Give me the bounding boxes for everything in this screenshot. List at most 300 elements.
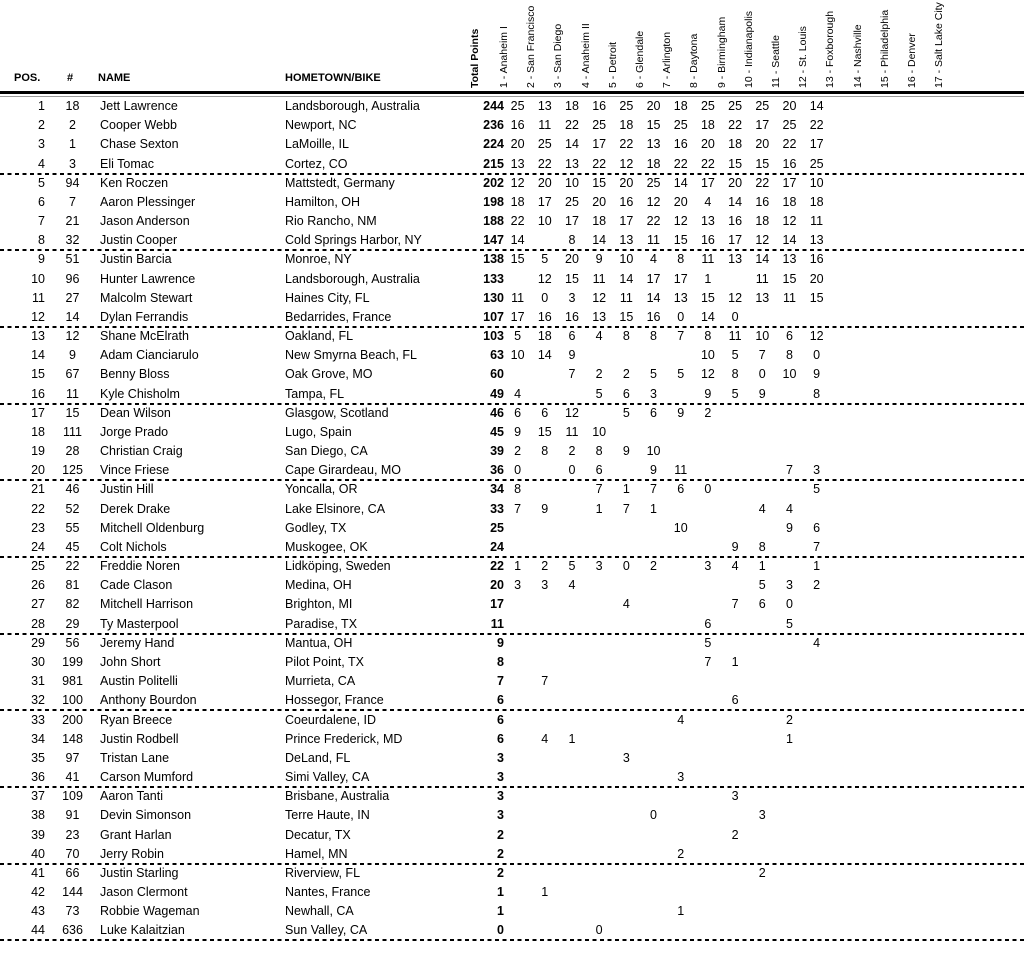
round-points-cell: 2 [650,559,657,574]
round-points-cell: 13 [673,290,688,305]
round-points-cell [749,902,776,921]
pos-cell: 41 [31,865,45,880]
round-points-cell [885,193,912,212]
round-points-cell [667,538,694,557]
filler-cell [966,519,1024,538]
round-points-cell: 14 [537,348,552,363]
round-points-cell [939,672,966,691]
filler-cell [966,921,1024,940]
round-points-cell: 9 [785,520,793,535]
round-points-cell [885,212,912,231]
round-points-cell: 9 [731,539,739,554]
hometown-cell: Monroe, NY [285,252,352,267]
number-cell: 23 [65,827,80,842]
number-cell: 81 [65,578,80,593]
total-points-cell: 3 [497,789,504,804]
round-points-cell [640,921,667,940]
table-row [0,864,1024,883]
name-cell: Aaron Tanti [100,789,164,804]
round-points-cell [912,327,939,346]
round-points-cell [830,921,857,940]
pos-cell: 4 [38,156,45,171]
table-row [0,787,1024,806]
name-cell: Justin Cooper [100,233,178,248]
round-points-cell: 20 [728,175,743,190]
round-points-cell [857,423,884,442]
total-points-cell: 103 [483,329,504,344]
round-points-cell [640,538,667,557]
round-points-cell [613,634,640,653]
round-points-cell [939,346,966,365]
round-points-cell: 0 [731,309,739,324]
round-points-cell [776,634,803,653]
total-points-cell: 188 [483,214,504,229]
total-points-cell: 20 [490,578,504,593]
total-points-cell: 49 [490,386,504,401]
round-points-cell: 3 [514,578,522,593]
round-column-header: 17 - Salt Lake City [933,2,946,88]
round-points-cell: 10 [619,252,634,267]
round-points-cell [885,461,912,480]
table-row [0,711,1024,730]
round-points-cell: 0 [677,309,685,324]
hometown-cell: Newhall, CA [285,904,354,919]
round-points-cell [885,404,912,423]
total-points-cell: 244 [483,99,504,113]
round-points-cell [830,116,857,135]
round-points-cell: 1 [595,501,603,516]
round-points-cell [803,864,830,883]
round-points-cell: 6 [731,693,739,708]
round-points-cell [857,174,884,193]
total-points-cell: 33 [490,501,504,516]
round-points-cell: 0 [758,367,766,382]
name-cell: Chase Sexton [100,137,179,152]
round-points-cell [776,385,803,404]
round-points-cell [694,442,721,461]
pos-cell: 5 [38,175,45,190]
round-points-cell [885,480,912,499]
round-points-cell: 11 [755,271,769,286]
round-points-cell: 3 [650,386,657,401]
round-points-cell [857,845,884,864]
round-points-cell [776,480,803,499]
round-points-cell: 13 [565,156,579,171]
round-column-header: 8 - Daytona [688,33,701,88]
round-points-cell [939,921,966,940]
round-points-cell [749,883,776,902]
round-points-cell [885,749,912,768]
round-points-cell [749,480,776,499]
round-points-cell: 22 [646,214,661,229]
total-points-cell: 6 [497,693,504,708]
round-points-cell: 2 [813,578,821,593]
round-points-cell [694,864,721,883]
table-row [0,595,1024,614]
round-points-cell [558,711,585,730]
round-points-cell: 16 [510,118,525,133]
table-row [0,193,1024,212]
round-points-cell [694,595,721,614]
pos-cell: 11 [32,290,45,305]
round-points-cell [857,97,884,116]
number-column-header: # [67,72,74,84]
table-row [0,672,1024,691]
round-points-cell [504,845,531,864]
round-points-cell: 14 [646,290,661,305]
table-row [0,845,1024,864]
round-points-cell: 22 [537,156,552,171]
total-points-cell: 215 [483,156,504,171]
pos-cell: 1 [38,99,45,113]
total-points-cell: 224 [483,137,504,152]
round-points-cell [857,327,884,346]
pos-cell: 20 [31,463,45,478]
round-points-cell: 14 [700,309,715,324]
filler-cell [966,538,1024,557]
round-points-cell [749,615,776,634]
filler-cell [966,902,1024,921]
round-points-cell [722,864,749,883]
round-points-cell: 11 [592,271,606,286]
round-points-cell [939,116,966,135]
round-points-cell [803,404,830,423]
hometown-cell: DeLand, FL [285,750,351,765]
round-points-cell [857,346,884,365]
round-points-cell: 13 [510,156,525,171]
round-points-cell: 18 [537,329,552,344]
number-cell: 22 [65,559,80,574]
round-points-cell: 3 [568,290,576,305]
round-points-cell [885,500,912,519]
round-points-cell [504,768,531,787]
round-points-cell [694,749,721,768]
round-points-cell: 4 [704,194,712,209]
round-points-cell [504,921,531,940]
round-points-cell [912,749,939,768]
round-points-cell [776,864,803,883]
hometown-cell: Lake Elsinore, CA [285,501,386,516]
round-points-cell: 1 [622,482,630,497]
round-points-cell [912,193,939,212]
round-points-cell: 15 [619,309,634,324]
name-cell: Cade Clason [100,578,173,593]
table-row [0,442,1024,461]
number-cell: 981 [62,674,83,689]
round-points-cell [749,404,776,423]
round-points-cell [830,155,857,174]
round-points-cell: 11 [701,252,715,267]
round-points-cell [885,346,912,365]
standings-body [0,97,1024,941]
round-column-header: 12 - St. Louis [797,26,810,88]
table-row [0,480,1024,499]
round-points-cell: 5 [650,367,657,382]
round-points-cell: 4 [731,559,739,574]
round-points-cell [640,595,667,614]
round-points-cell [857,250,884,269]
round-points-cell [531,787,558,806]
round-points-cell [939,231,966,250]
round-points-cell: 6 [677,482,685,497]
table-row [0,346,1024,365]
table-row [0,250,1024,269]
table-row [0,730,1024,749]
round-points-cell [694,883,721,902]
round-points-cell [857,116,884,135]
round-points-cell [912,557,939,576]
round-points-cell: 8 [595,444,603,459]
round-points-cell: 20 [537,175,552,190]
round-points-cell [939,864,966,883]
number-cell: 148 [62,731,83,746]
round-points-cell [749,787,776,806]
round-points-cell: 6 [514,405,522,420]
round-points-cell [885,711,912,730]
round-points-cell [531,615,558,634]
hometown-cell: Tampa, FL [285,386,345,401]
round-points-cell [830,135,857,154]
round-points-cell: 7 [541,674,549,689]
round-points-cell: 2 [622,367,630,382]
filler-cell [966,116,1024,135]
round-points-cell: 7 [677,329,685,344]
round-points-cell [749,768,776,787]
round-points-cell [586,864,613,883]
round-points-cell: 10 [646,444,661,459]
round-points-cell [694,711,721,730]
round-points-cell: 9 [650,463,657,478]
round-points-cell [667,653,694,672]
round-points-cell [667,557,694,576]
hometown-cell: Glasgow, Scotland [285,405,389,420]
round-points-cell [749,921,776,940]
name-cell: Derek Drake [100,501,171,516]
round-points-cell: 3 [731,789,739,804]
round-points-cell: 7 [650,482,657,497]
round-points-cell [586,826,613,845]
round-points-cell: 15 [728,156,743,171]
hometown-cell: Prince Frederick, MD [285,731,403,746]
name-cell: Dylan Ferrandis [100,309,189,324]
round-points-cell: 14 [592,233,607,248]
round-points-cell: 14 [565,137,579,152]
round-points-cell [939,250,966,269]
round-points-cell [885,634,912,653]
table-row [0,135,1024,154]
round-points-cell [857,864,884,883]
round-points-cell [939,500,966,519]
round-points-cell: 0 [514,463,522,478]
round-points-cell [558,826,585,845]
round-points-cell: 20 [782,99,797,113]
hometown-cell: Hamel, MN [285,846,348,861]
round-points-cell [640,711,667,730]
number-cell: 29 [65,616,80,631]
round-points-cell [722,749,749,768]
round-points-cell [939,270,966,289]
round-points-cell [531,231,558,250]
round-points-cell [722,500,749,519]
round-points-cell: 2 [704,405,712,420]
total-points-cell: 133 [483,271,504,286]
pos-cell: 22 [31,501,45,516]
round-points-cell [722,519,749,538]
round-points-cell [586,787,613,806]
round-points-cell: 8 [677,252,685,267]
round-points-cell: 17 [619,214,634,229]
name-cell: Jerry Robin [100,846,164,861]
round-points-cell [722,576,749,595]
pos-cell: 2 [38,118,45,133]
round-points-cell [912,845,939,864]
round-points-cell: 8 [785,348,793,363]
total-points-cell: 3 [497,808,504,823]
filler-cell [966,461,1024,480]
round-points-cell: 6 [813,520,821,535]
round-points-cell [857,768,884,787]
round-points-cell [613,826,640,845]
round-points-cell [586,711,613,730]
round-points-cell [939,480,966,499]
round-points-cell [749,653,776,672]
round-points-cell [857,442,884,461]
round-points-cell [749,519,776,538]
filler-cell [966,864,1024,883]
round-points-cell [504,538,531,557]
round-points-cell [722,902,749,921]
round-points-cell [857,883,884,902]
pos-cell: 16 [31,386,45,401]
hometown-cell: Simi Valley, CA [285,770,370,785]
round-column-header: 1 - Anaheim I [498,26,510,88]
round-points-cell [640,634,667,653]
name-cell: Adam Cianciarulo [100,348,199,363]
round-points-cell: 18 [565,99,579,113]
round-points-cell [504,730,531,749]
round-points-cell [857,193,884,212]
round-points-cell [776,883,803,902]
table-row [0,921,1024,940]
round-points-cell [830,883,857,902]
filler-cell [966,212,1024,231]
total-points-cell: 2 [497,827,504,842]
round-points-cell [667,423,694,442]
round-points-cell [803,653,830,672]
pos-cell: 3 [38,137,45,152]
number-cell: 52 [65,501,80,516]
table-row [0,289,1024,308]
round-points-cell: 3 [785,578,793,593]
filler-cell [966,155,1024,174]
filler-cell [966,308,1024,327]
pos-cell: 12 [31,309,45,324]
number-cell: 70 [65,846,80,861]
filler-cell [966,634,1024,653]
round-points-cell [531,653,558,672]
round-points-cell [912,864,939,883]
round-points-cell: 8 [514,482,522,497]
round-points-cell [939,883,966,902]
name-cell: Mitchell Harrison [100,597,194,612]
round-points-cell: 22 [510,214,525,229]
round-points-cell: 20 [755,137,770,152]
round-points-cell: 25 [619,99,634,113]
round-points-cell [912,346,939,365]
round-points-cell [667,691,694,710]
pos-cell: 19 [31,444,45,459]
round-points-cell [558,768,585,787]
name-cell: Tristan Lane [100,750,170,765]
name-cell: Aaron Plessinger [100,194,196,209]
name-cell: John Short [100,654,161,669]
total-points-cell: 36 [490,463,504,478]
filler-cell [966,691,1024,710]
round-points-cell: 11 [565,424,579,439]
name-cell: Benny Bloss [100,367,170,382]
pos-cell: 10 [31,271,45,286]
round-points-cell: 17 [782,175,797,190]
round-points-cell: 13 [809,233,824,248]
round-points-cell [531,711,558,730]
round-column-header: 16 - Denver [906,33,918,88]
round-points-cell: 6 [622,386,630,401]
round-points-cell: 1 [650,501,657,516]
round-points-cell: 1 [785,731,793,746]
round-points-cell: 9 [704,386,712,401]
filler-cell [966,806,1024,825]
round-points-cell: 18 [728,137,743,152]
name-cell: Shane McElrath [100,329,189,344]
hometown-cell: Bedarrides, France [285,309,392,324]
hometown-cell: Muskogee, OK [285,539,368,554]
round-points-cell: 7 [758,348,766,363]
round-points-cell [912,174,939,193]
round-points-cell [694,826,721,845]
hometown-cell: Lugo, Spain [285,424,352,439]
name-cell: Austin Politelli [100,674,178,689]
round-points-cell [830,231,857,250]
round-points-cell [912,826,939,845]
pos-cell: 39 [31,827,45,842]
filler-cell [966,730,1024,749]
round-points-cell [667,634,694,653]
round-points-cell: 1 [813,559,821,574]
round-points-cell [803,615,830,634]
round-points-cell [749,308,776,327]
round-points-cell: 12 [755,233,770,248]
round-column-header: 7 - Arlington [661,31,674,88]
pos-cell: 33 [31,712,45,727]
round-points-cell [613,768,640,787]
round-points-cell [912,480,939,499]
round-points-cell [613,615,640,634]
round-points-cell [939,634,966,653]
round-points-cell: 5 [595,386,603,401]
round-points-cell [939,538,966,557]
filler-cell [966,845,1024,864]
name-cell: Ryan Breece [100,712,173,727]
round-points-cell [694,768,721,787]
round-points-cell [885,365,912,384]
round-points-cell [722,423,749,442]
table-row [0,902,1024,921]
name-cell: Christian Craig [100,444,183,459]
round-points-cell [803,845,830,864]
round-points-cell [857,289,884,308]
round-points-cell: 5 [813,482,821,497]
pos-cell: 26 [31,578,45,593]
